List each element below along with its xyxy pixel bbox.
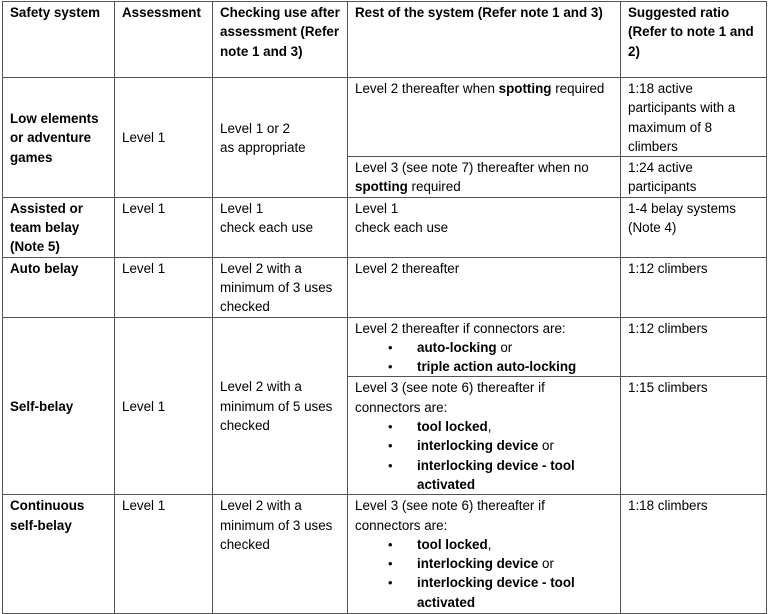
cell-continuous-system: Continuous self-belay: [3, 495, 115, 614]
cell-continuous-rest: [348, 495, 621, 614]
list-item: [355, 436, 613, 455]
connector-term: interlocking device: [417, 556, 539, 572]
connector-term: triple action auto-locking: [417, 359, 577, 375]
cell-self-belay-system: Self-belay: [3, 317, 115, 495]
connector-suffix: or: [538, 556, 554, 572]
connector-list: [355, 338, 613, 377]
bullet-icon: •: [388, 339, 393, 355]
cell-auto-system: Auto belay: [3, 257, 115, 317]
cell-assisted-system: Assisted or team belay (Note 5): [3, 197, 115, 257]
cell-low-elements-checking: [213, 78, 348, 198]
connector-suffix: or: [538, 438, 554, 454]
bullet-icon: •: [388, 457, 393, 473]
cell-assisted-rest: [348, 197, 621, 257]
cell-low-elements-rest-spotting: [348, 78, 621, 157]
cell-assisted-ratio: [621, 197, 767, 257]
cell-low-elements-system: Low elements or adventure games: [3, 78, 115, 198]
cell-low-elements-assessment: Level 1: [115, 78, 213, 198]
connector-suffix: ,: [487, 419, 492, 435]
rest-text: Level 3 (see note 7) thereafter when no: [355, 160, 589, 176]
cell-self-belay-rest-level2: [348, 317, 621, 377]
cell-self-belay-assessment: Level 1: [115, 317, 213, 495]
header-rest-of-system: Rest of the system (Refer note 1 and 3): [348, 2, 621, 78]
ratio-line-2: (Note 4): [628, 220, 677, 236]
table-row-assisted-belay: [3, 197, 767, 257]
cell-continuous-checking: Level 2 with a minimum of 3 uses checked: [213, 495, 348, 614]
spotting-term: spotting: [498, 81, 552, 96]
bullet-icon: •: [388, 556, 393, 572]
cell-low-elements-rest-no-spotting: [348, 157, 621, 198]
rest-line-1: Level 1: [355, 200, 399, 216]
rest-intro: Level 3 (see note 6) thereafter if connectors are:: [355, 380, 545, 415]
connector-term: interlocking device: [417, 438, 539, 454]
cell-self-belay-rest-level3: [348, 377, 621, 495]
connector-list: [355, 417, 613, 494]
connector-term: auto-locking: [417, 339, 497, 355]
connector-suffix: or: [496, 339, 513, 355]
ratio-line-1: 1-4 belay systems: [628, 200, 736, 216]
cell-self-belay-ratio-level2: 1:12 climbers: [621, 317, 767, 377]
table-row-self-belay-a: [3, 317, 767, 377]
header-checking-use: Checking use after assessment (Refer note 1 and 3): [213, 2, 348, 78]
cell-auto-checking: Level 2 with a minimum of 3 uses checked: [213, 257, 348, 317]
cell-low-elements-ratio-no-spotting: 1:24 active participants: [621, 157, 767, 198]
connector-term: interlocking device - tool activated: [417, 457, 575, 492]
bullet-icon: •: [388, 438, 393, 454]
list-item: [355, 357, 613, 376]
table-row-auto-belay: [3, 257, 767, 317]
rest-line-2: check each use: [355, 220, 449, 236]
safety-systems-table: [2, 1, 767, 614]
bullet-icon: •: [388, 575, 393, 591]
cell-auto-assessment: Level 1: [115, 257, 213, 317]
list-item: [355, 554, 613, 573]
cell-self-belay-checking: Level 2 with a minimum of 5 uses checked: [213, 317, 348, 495]
checking-line-1: Level 1 or 2: [220, 120, 290, 136]
cell-auto-rest: Level 2 thereafter: [348, 257, 621, 317]
rest-text: required: [551, 81, 605, 96]
list-item: [355, 535, 613, 554]
connector-term: interlocking device - tool activated: [417, 575, 575, 610]
list-item: [355, 456, 613, 495]
rest-text: Level 2 thereafter when: [355, 81, 499, 96]
rest-intro: Level 3 (see note 6) thereafter if connectors are:: [355, 498, 545, 533]
cell-low-elements-ratio-spotting: 1:18 active participants with a maximum of 8 climbers: [621, 78, 767, 157]
header-safety-system: Safety system: [3, 2, 115, 78]
connector-term: tool locked: [417, 536, 488, 552]
table-row-low-elements-a: [3, 78, 767, 157]
table-row-continuous-self-belay: [3, 495, 767, 614]
checking-line-2: check each use: [220, 220, 314, 236]
list-item: [355, 573, 613, 612]
rest-intro: Level 2 thereafter if connectors are:: [355, 320, 566, 336]
bullet-icon: •: [388, 536, 393, 552]
cell-assisted-checking: [213, 197, 348, 257]
cell-auto-ratio: 1:12 climbers: [621, 257, 767, 317]
header-assessment: Assessment: [115, 2, 213, 78]
checking-line-1: Level 1: [220, 200, 264, 216]
connector-list: [355, 535, 613, 612]
checking-line-2: as appropriate: [220, 139, 306, 155]
spotting-term: spotting: [355, 179, 408, 195]
bullet-icon: •: [388, 359, 393, 375]
rest-text: required: [407, 179, 461, 195]
cell-continuous-assessment: Level 1: [115, 495, 213, 614]
list-item: [355, 417, 613, 436]
bullet-icon: •: [388, 419, 393, 435]
list-item: [355, 338, 613, 357]
cell-assisted-assessment: Level 1: [115, 197, 213, 257]
connector-suffix: ,: [487, 536, 492, 552]
connector-term: tool locked: [417, 419, 488, 435]
header-suggested-ratio: Suggested ratio (Refer to note 1 and 2): [621, 2, 767, 78]
cell-self-belay-ratio-level3: 1:15 climbers: [621, 377, 767, 495]
cell-continuous-ratio: 1:18 climbers: [621, 495, 767, 614]
header-row: [3, 2, 767, 78]
